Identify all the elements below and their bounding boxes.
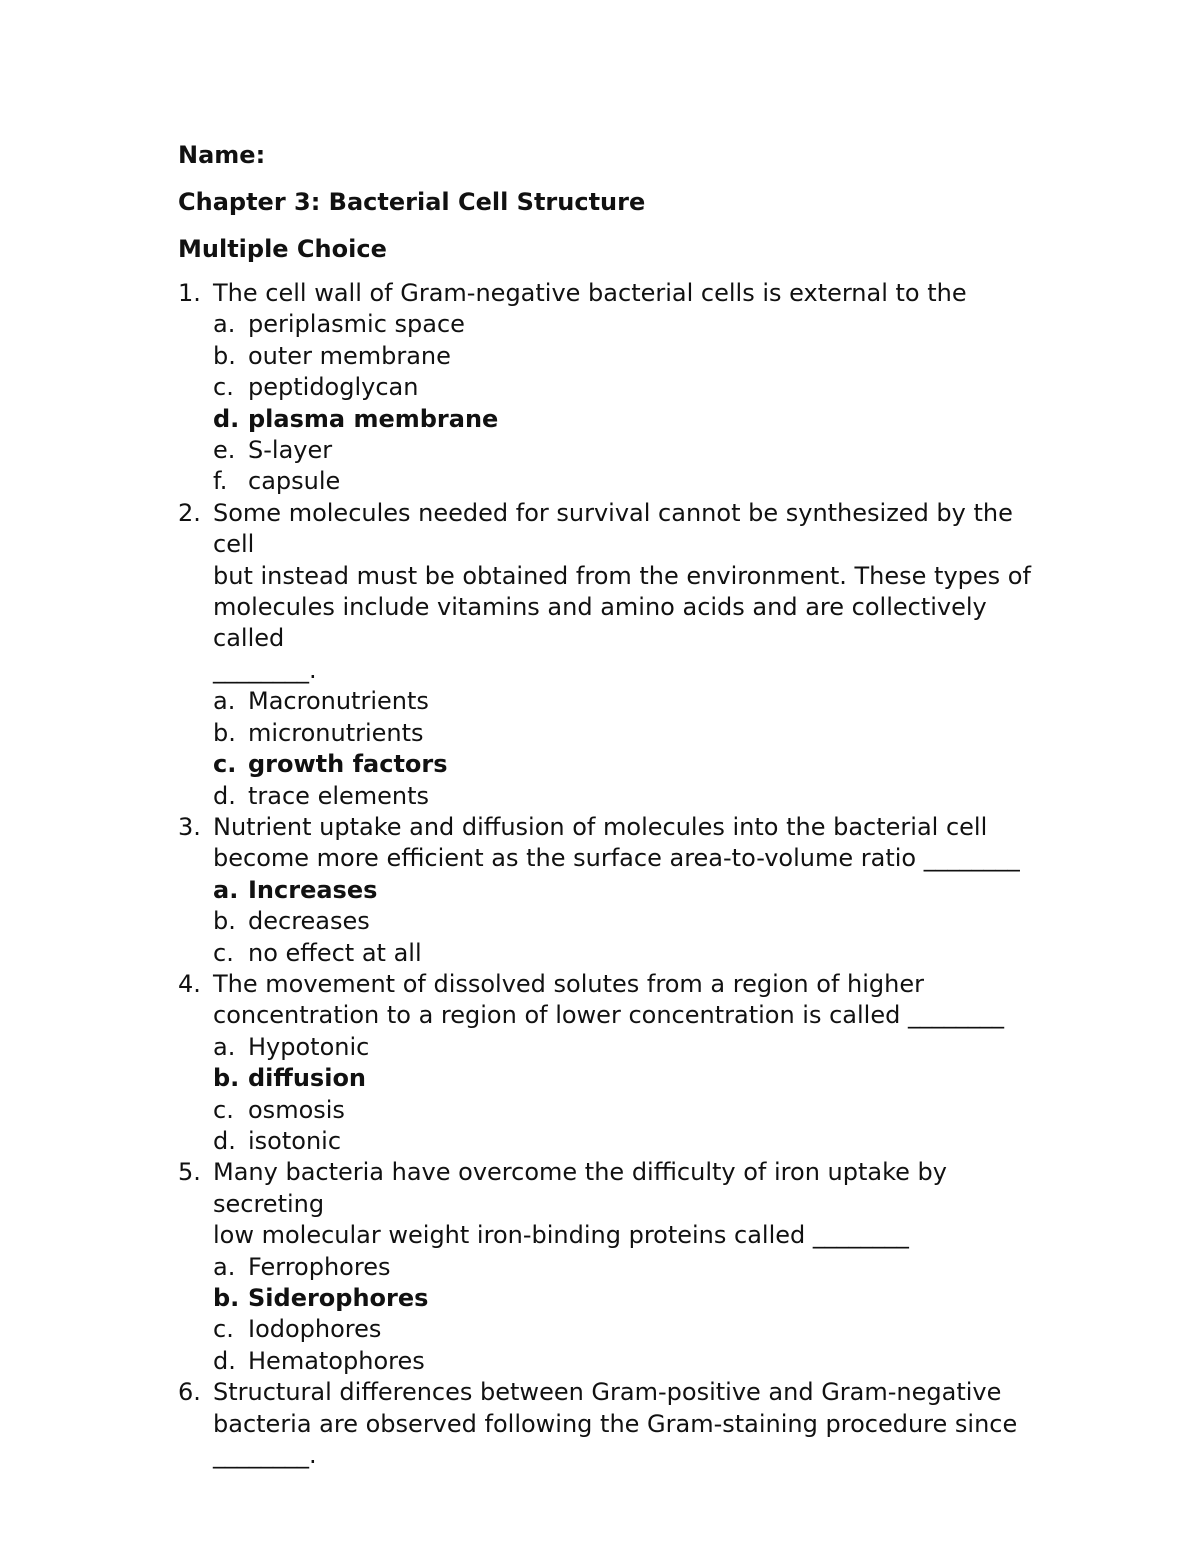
answer-options [178, 686, 1058, 812]
option-letter: c. [213, 750, 237, 779]
question-text [213, 969, 1058, 1032]
option-letter: c. [213, 373, 234, 402]
answer-option-correct [213, 404, 1058, 435]
option-text: periplasmic space [248, 310, 465, 339]
answer-option [213, 309, 1058, 340]
answer-option [213, 781, 1058, 812]
answer-options [178, 309, 1058, 497]
name-label: Name: [178, 141, 266, 169]
question-stem [178, 969, 1058, 1032]
answer-options [178, 875, 1058, 969]
option-letter: b. [213, 1064, 240, 1093]
option-letter: a. [213, 687, 236, 716]
question-text-line: ________. [213, 655, 317, 684]
answer-options [178, 1032, 1058, 1158]
question-number: 3. [178, 812, 201, 841]
section-title: Multiple Choice [178, 235, 387, 263]
option-letter: b. [213, 1284, 240, 1312]
question-text [213, 1157, 1058, 1251]
option-text: S-layer [248, 436, 333, 465]
answer-option [213, 1314, 1058, 1345]
question-text [213, 498, 1058, 686]
answer-option [213, 341, 1058, 372]
option-text: capsule [248, 467, 341, 496]
option-text: trace elements [248, 781, 430, 810]
question-stem [178, 498, 1058, 686]
question-text-line: The cell wall of Gram-negative bacterial cells is external to the [213, 279, 967, 307]
answer-option [213, 1252, 1058, 1283]
option-text: growth factors [248, 750, 448, 779]
question-stem [178, 1157, 1058, 1251]
question-text [213, 812, 1058, 875]
question-number: 6. [178, 1378, 201, 1407]
option-letter: c. [213, 938, 234, 967]
question-text-line: become more efficient as the surface area-to-volume ratio ________ [213, 844, 1020, 873]
option-letter: c. [213, 1315, 234, 1344]
option-letter: a. [213, 1032, 236, 1061]
answer-option [213, 1346, 1058, 1377]
option-letter: d. [213, 1346, 236, 1375]
question-3 [178, 812, 1058, 969]
option-letter: d. [213, 1126, 236, 1155]
question-text-line: concentration to a region of lower concentration is called ________ [213, 1001, 1004, 1030]
answer-option-correct [213, 1063, 1058, 1094]
option-text: isotonic [248, 1126, 342, 1155]
option-text: decreases [248, 907, 370, 936]
question-text-line: Nutrient uptake and diffusion of molecules into the bacterial cell [213, 812, 988, 841]
option-text: peptidoglycan [248, 373, 419, 402]
option-text: no effect at all [248, 938, 422, 967]
answer-option [213, 718, 1058, 749]
option-letter: c. [213, 1095, 234, 1124]
option-letter: e. [213, 436, 236, 465]
option-text: outer membrane [248, 341, 451, 370]
answer-option [213, 1126, 1058, 1157]
question-text-line: Many bacteria have overcome the difficulty of iron uptake by secreting [213, 1158, 947, 1218]
option-text: diffusion [248, 1064, 367, 1093]
answer-option [213, 372, 1058, 403]
option-letter: a. [213, 875, 239, 904]
option-letter: f. [213, 467, 228, 496]
question-text-line: but instead must be obtained from the environment. These types of [213, 561, 1031, 590]
question-text [213, 278, 1058, 309]
question-4 [178, 969, 1058, 1157]
answer-option-correct [213, 875, 1058, 906]
option-text: micronutrients [248, 718, 424, 747]
question-number: 5. [178, 1158, 201, 1187]
option-letter: b. [213, 907, 236, 936]
question-text [213, 1377, 1058, 1471]
question-number: 2. [178, 498, 201, 527]
option-letter: a. [213, 310, 236, 339]
question-list [178, 278, 1058, 1471]
option-letter: d. [213, 404, 240, 433]
answer-option [213, 466, 1058, 497]
option-text: Hypotonic [248, 1032, 370, 1061]
option-text: Macronutrients [248, 687, 429, 716]
answer-option [213, 906, 1058, 937]
question-text-line: The movement of dissolved solutes from a region of higher [213, 969, 924, 998]
question-stem [178, 1377, 1058, 1471]
option-letter: b. [213, 341, 236, 370]
answer-option-correct [213, 749, 1058, 780]
question-text-line: Structural differences between Gram-positive and Gram-negative [213, 1378, 1002, 1407]
option-text: Siderophores [248, 1284, 429, 1312]
option-text: Iodophores [248, 1315, 382, 1344]
question-stem [178, 812, 1058, 875]
chapter-title: Chapter 3: Bacterial Cell Structure [178, 188, 646, 216]
answer-option [213, 1032, 1058, 1063]
question-text-line: low molecular weight iron-binding proteins called ________ [213, 1221, 909, 1250]
question-number: 4. [178, 969, 201, 998]
question-5 [178, 1157, 1058, 1377]
question-number: 1. [178, 279, 201, 307]
option-text: Hematophores [248, 1346, 425, 1375]
question-1 [178, 278, 1058, 498]
answer-option [213, 1095, 1058, 1126]
option-letter: b. [213, 718, 236, 747]
option-letter: a. [213, 1252, 236, 1281]
document-content [178, 137, 1058, 1471]
question-stem [178, 278, 1058, 309]
answer-option [213, 435, 1058, 466]
option-text: plasma membrane [248, 404, 499, 433]
option-text: Ferrophores [248, 1252, 391, 1281]
question-text-line: molecules include vitamins and amino acids and are collectively called [213, 593, 987, 653]
question-text-line: bacteria are observed following the Gram-staining procedure since [213, 1409, 1018, 1438]
option-text: osmosis [248, 1095, 345, 1124]
question-6 [178, 1377, 1058, 1471]
answer-option [213, 938, 1058, 969]
answer-options [178, 1252, 1058, 1378]
question-text-line: Some molecules needed for survival cannot be synthesized by the cell [213, 498, 1013, 559]
option-text: Increases [248, 875, 378, 904]
question-2 [178, 498, 1058, 812]
answer-option [213, 686, 1058, 717]
answer-option-correct [213, 1283, 1058, 1314]
option-letter: d. [213, 781, 236, 810]
question-text-line: ________. [213, 1441, 317, 1470]
